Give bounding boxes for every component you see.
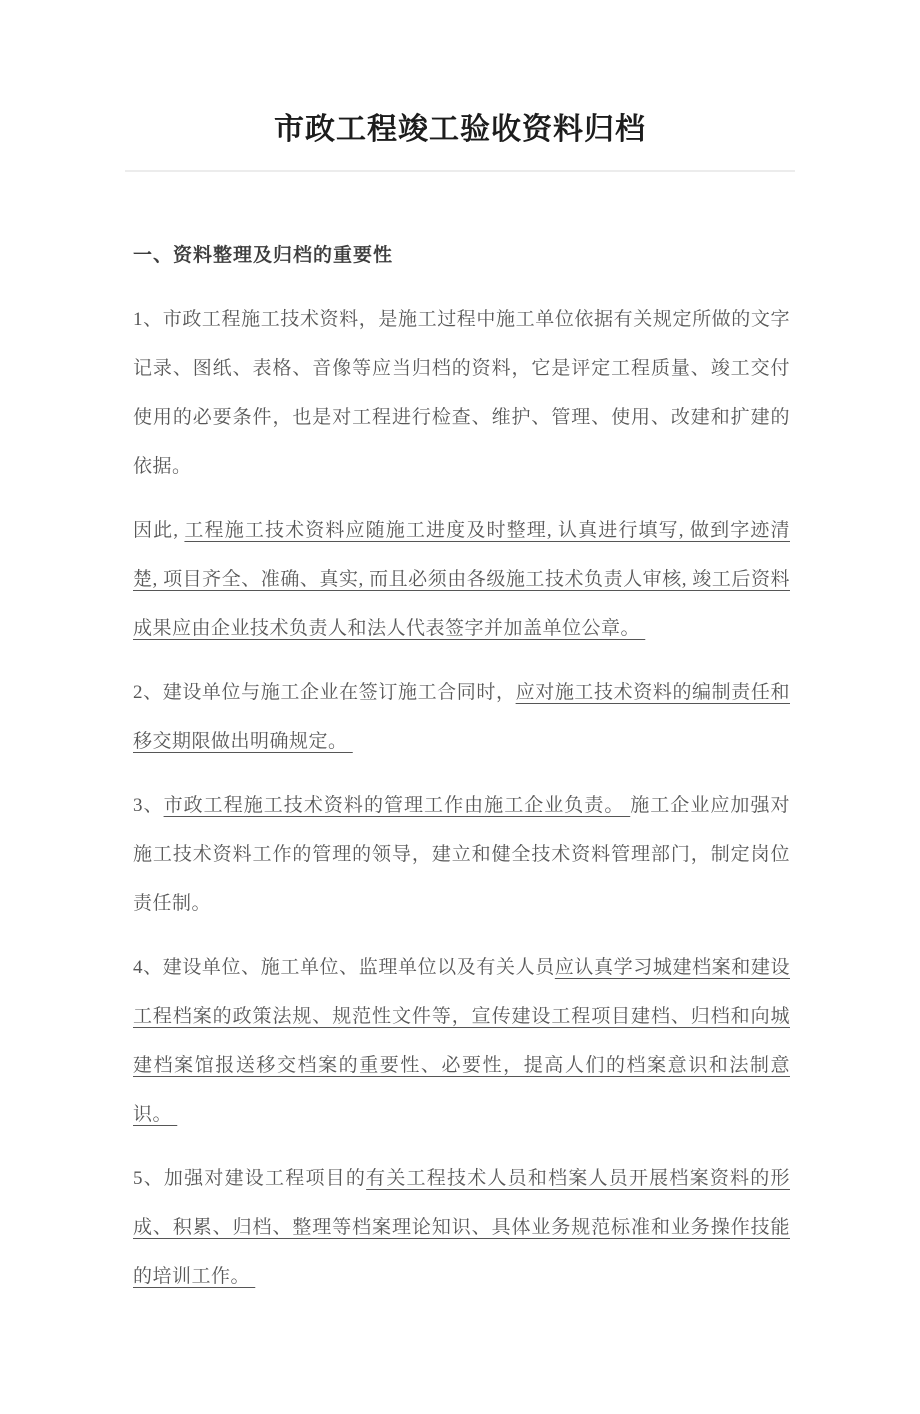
text-run: 3、 (133, 795, 164, 816)
page (0, 112, 920, 1414)
paragraph (133, 1154, 790, 1301)
title-divider (125, 170, 795, 172)
paragraphs (130, 295, 790, 1301)
underlined-text-run: 工程施工技术资料应随施工进度及时整理, 认真进行填写, 做到字迹清楚, 项目齐全、准确、真实, 而且必须由各级施工技术负责人审核, 竣工后资料成果应由企业技术负责人和法人代表签字并加盖单位公章。 (133, 520, 790, 639)
underlined-text-run: 有关工程技术人员和档案人员开展档案资料的形成、积累、归档、整理等档案理论知识、具体业务规范标准和业务操作技能的培训工作。 (133, 1168, 790, 1287)
section-heading: 一、资料整理及归档的重要性 (133, 245, 394, 266)
document-page (0, 112, 920, 1414)
text-run: 4、建设单位、施工单位、监理单位以及有关人员 (133, 957, 555, 978)
underlined-text-run: 应对施工技术资料的编制责任和移交期限做出明确规定。 (133, 682, 790, 752)
text-run: 1、市政工程施工技术资料，是施工过程中施工单位依据有关规定所做的文字记录、图纸、表格、音像等应当归档的资料，它是评定工程质量、竣工交付使用的必要条件，也是对工程进行检查、维护、管理、使用、改建和扩建的依据。 (133, 309, 790, 477)
paragraph (133, 943, 790, 1139)
text-run: 施工企业应加强对施工技术资料工作的管理的领导，建立和健全技术资料管理部门，制定岗位责任制。 (133, 795, 790, 914)
text-run: 5、加强对建设工程项目的 (133, 1168, 367, 1189)
text-run: 2、建设单位与施工企业在签订施工合同时， (133, 682, 516, 703)
paragraph (133, 295, 790, 491)
document-title: 市政工程竣工验收资料归档 (274, 113, 646, 146)
underlined-text-run: 应认真学习城建档案和建设工程档案的政策法规、规范性文件等，宣传建设工程项目建档、归档和向城建档案馆报送移交档案的重要性、必要性，提高人们的档案意识和法制意识。 (133, 957, 790, 1125)
text-run: 因此, (133, 520, 185, 541)
underlined-text-run: 市政工程施工技术资料的管理工作由施工企业负责。 (163, 795, 631, 816)
paragraph (133, 506, 790, 653)
paragraph (133, 781, 790, 928)
paragraph (133, 668, 790, 766)
